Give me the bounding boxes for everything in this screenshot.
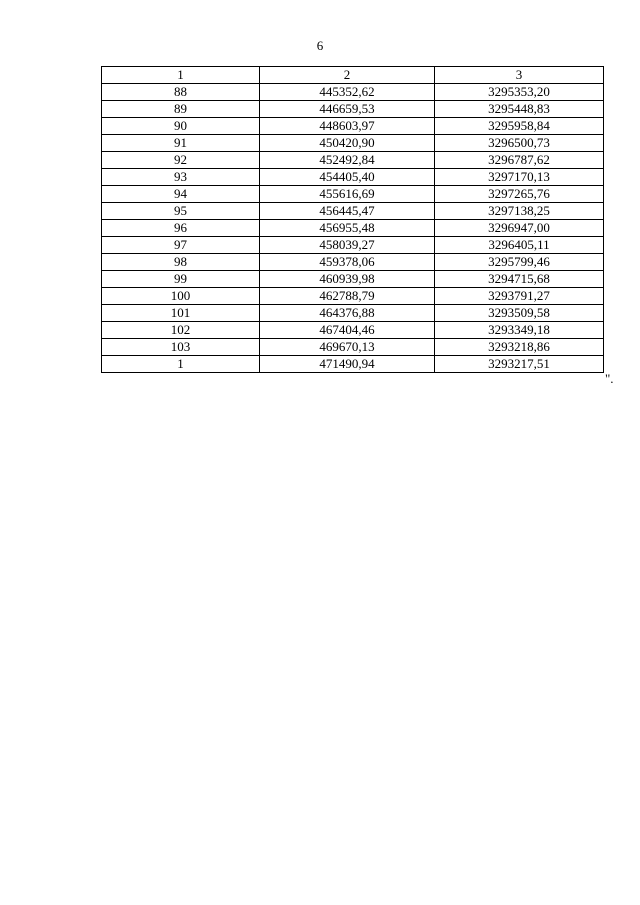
x-coordinate-cell: 467404,46 bbox=[260, 322, 435, 339]
y-coordinate-cell: 3295353,20 bbox=[435, 84, 604, 101]
point-number-cell: 94 bbox=[102, 186, 260, 203]
x-coordinate-cell: 456955,48 bbox=[260, 220, 435, 237]
point-number-cell: 99 bbox=[102, 271, 260, 288]
x-coordinate-cell: 445352,62 bbox=[260, 84, 435, 101]
table-row bbox=[102, 237, 604, 254]
table-row bbox=[102, 305, 604, 322]
table-row bbox=[102, 220, 604, 237]
table-header-row bbox=[102, 67, 604, 84]
table-row bbox=[102, 254, 604, 271]
y-coordinate-cell: 3296500,73 bbox=[435, 135, 604, 152]
column-header-y: 3 bbox=[435, 67, 604, 84]
closing-quote-mark: ". bbox=[605, 371, 614, 386]
table-row bbox=[102, 339, 604, 356]
point-number-cell: 101 bbox=[102, 305, 260, 322]
x-coordinate-cell: 448603,97 bbox=[260, 118, 435, 135]
point-number-cell: 98 bbox=[102, 254, 260, 271]
point-number-cell: 93 bbox=[102, 169, 260, 186]
table-row bbox=[102, 203, 604, 220]
y-coordinate-cell: 3293217,51 bbox=[435, 356, 604, 373]
coordinates-table bbox=[101, 66, 604, 373]
point-number-cell: 90 bbox=[102, 118, 260, 135]
x-coordinate-cell: 469670,13 bbox=[260, 339, 435, 356]
table-row bbox=[102, 271, 604, 288]
table-row bbox=[102, 169, 604, 186]
x-coordinate-cell: 462788,79 bbox=[260, 288, 435, 305]
x-coordinate-cell: 460939,98 bbox=[260, 271, 435, 288]
y-coordinate-cell: 3295958,84 bbox=[435, 118, 604, 135]
table-row bbox=[102, 152, 604, 169]
table-row bbox=[102, 288, 604, 305]
table-row bbox=[102, 84, 604, 101]
table-row bbox=[102, 356, 604, 373]
point-number-cell: 95 bbox=[102, 203, 260, 220]
table-row bbox=[102, 101, 604, 118]
y-coordinate-cell: 3293791,27 bbox=[435, 288, 604, 305]
y-coordinate-cell: 3295799,46 bbox=[435, 254, 604, 271]
x-coordinate-cell: 464376,88 bbox=[260, 305, 435, 322]
point-number-cell: 91 bbox=[102, 135, 260, 152]
table-row bbox=[102, 118, 604, 135]
point-number-cell: 92 bbox=[102, 152, 260, 169]
y-coordinate-cell: 3296405,11 bbox=[435, 237, 604, 254]
y-coordinate-cell: 3296787,62 bbox=[435, 152, 604, 169]
point-number-cell: 89 bbox=[102, 101, 260, 118]
point-number-cell: 103 bbox=[102, 339, 260, 356]
y-coordinate-cell: 3293349,18 bbox=[435, 322, 604, 339]
y-coordinate-cell: 3297138,25 bbox=[435, 203, 604, 220]
page-number: 6 bbox=[316, 38, 324, 53]
x-coordinate-cell: 456445,47 bbox=[260, 203, 435, 220]
y-coordinate-cell: 3293218,86 bbox=[435, 339, 604, 356]
x-coordinate-cell: 455616,69 bbox=[260, 186, 435, 203]
point-number-cell: 97 bbox=[102, 237, 260, 254]
x-coordinate-cell: 452492,84 bbox=[260, 152, 435, 169]
x-coordinate-cell: 450420,90 bbox=[260, 135, 435, 152]
x-coordinate-cell: 459378,06 bbox=[260, 254, 435, 271]
y-coordinate-cell: 3293509,58 bbox=[435, 305, 604, 322]
x-coordinate-cell: 454405,40 bbox=[260, 169, 435, 186]
y-coordinate-cell: 3295448,83 bbox=[435, 101, 604, 118]
x-coordinate-cell: 471490,94 bbox=[260, 356, 435, 373]
point-number-cell: 102 bbox=[102, 322, 260, 339]
point-number-cell: 96 bbox=[102, 220, 260, 237]
x-coordinate-cell: 458039,27 bbox=[260, 237, 435, 254]
point-number-cell: 1 bbox=[102, 356, 260, 373]
column-header-x: 2 bbox=[260, 67, 435, 84]
column-header-number: 1 bbox=[102, 67, 260, 84]
table-row bbox=[102, 322, 604, 339]
table-row bbox=[102, 135, 604, 152]
y-coordinate-cell: 3294715,68 bbox=[435, 271, 604, 288]
table-row bbox=[102, 186, 604, 203]
y-coordinate-cell: 3297265,76 bbox=[435, 186, 604, 203]
x-coordinate-cell: 446659,53 bbox=[260, 101, 435, 118]
point-number-cell: 100 bbox=[102, 288, 260, 305]
point-number-cell: 88 bbox=[102, 84, 260, 101]
y-coordinate-cell: 3296947,00 bbox=[435, 220, 604, 237]
y-coordinate-cell: 3297170,13 bbox=[435, 169, 604, 186]
